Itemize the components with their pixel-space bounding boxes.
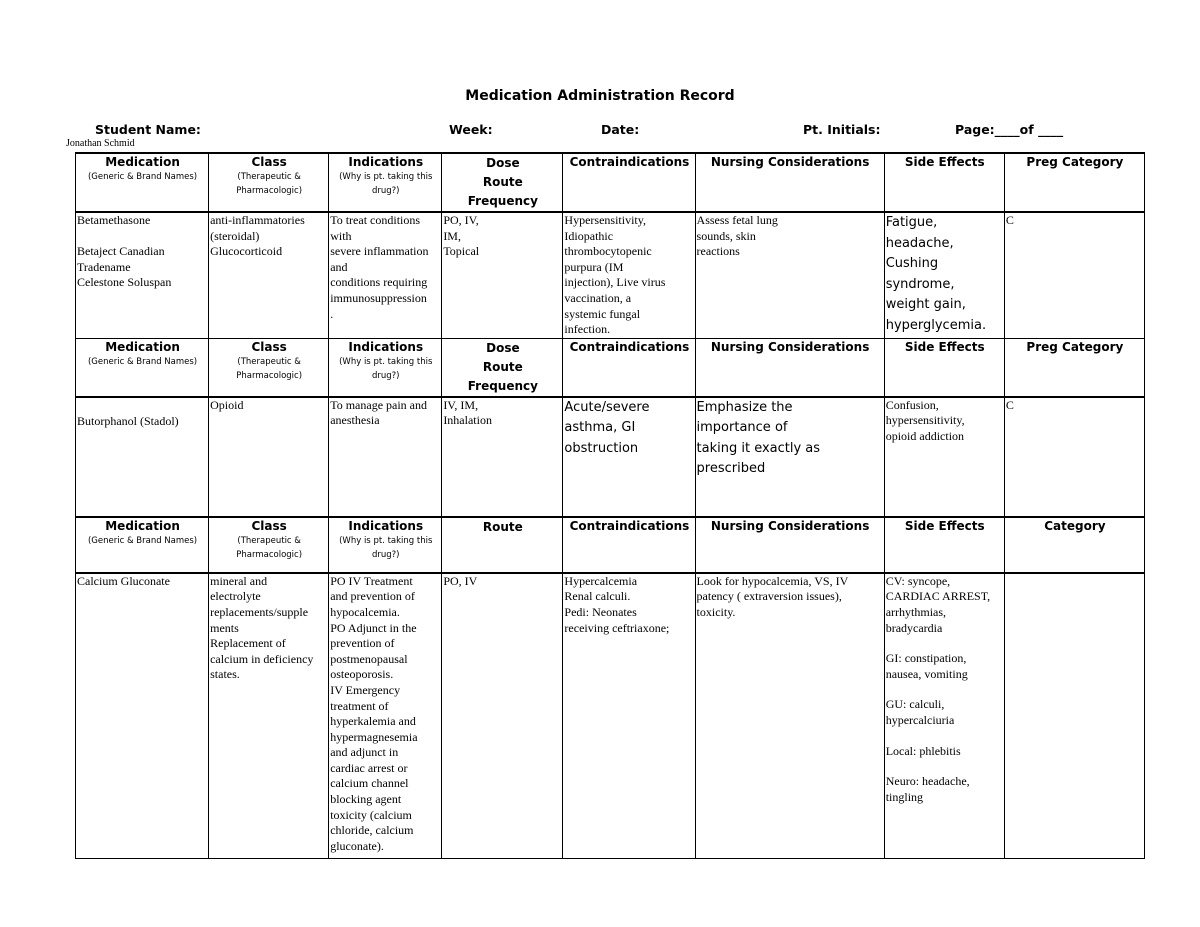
class-header [209, 153, 329, 212]
indications-text: To treat conditions with severe inflammation and conditions requiring immunosuppression . [330, 213, 429, 321]
medication-header-sub: (Generic & Brand Names) [87, 172, 198, 182]
indications-header-sub: (Why is pt. taking this drug?) [339, 535, 433, 560]
route-header-label: Route [482, 519, 523, 534]
side-effects-header-label: Side Effects [904, 339, 985, 354]
spacer [886, 729, 1004, 744]
page-title: Medication Administration Record [465, 88, 735, 104]
class-text: Opioid [210, 397, 244, 412]
contraindications-text: Acute/severe asthma, GI obstruction [564, 399, 650, 456]
table-row [76, 397, 1145, 517]
medication-text: Butorphanol (Stadol) [77, 413, 179, 428]
table-row [76, 573, 1145, 859]
nursing-header [695, 153, 884, 212]
class-header [209, 338, 329, 397]
side-effects-header [884, 517, 1004, 573]
date-label: Date: [601, 122, 640, 137]
medication-cell [76, 212, 209, 338]
class-header-label: Class [251, 339, 287, 354]
dose-text: IV, IM, Inhalation [443, 397, 492, 428]
week-label: Week: [449, 122, 493, 137]
class-text: anti-inflammatories (steroidal) Glucocorticoid [210, 213, 305, 259]
dose-cell [442, 573, 563, 859]
nursing-cell [695, 212, 884, 338]
medication-cell [76, 573, 209, 859]
class-header-sub: (Therapeutic & Pharmacologic) [236, 356, 303, 381]
dose-header-label: Dose [486, 340, 520, 355]
medication-header [76, 153, 209, 212]
section-header-row [76, 153, 1145, 212]
side-effects-cell [884, 212, 1004, 338]
side-effects-header-label: Side Effects [904, 518, 985, 533]
nursing-header-label: Nursing Considerations [710, 155, 870, 169]
side-effects-text: Confusion, hypersensitivity, opioid addiction [885, 397, 965, 443]
student-name-label: Student Name: [95, 122, 201, 137]
contraindications-header [563, 517, 695, 573]
indications-header [329, 517, 442, 573]
class-header [209, 517, 329, 573]
nursing-header [695, 338, 884, 397]
class-header-label: Class [251, 155, 287, 169]
indications-header-sub: (Why is pt. taking this drug?) [339, 356, 433, 381]
contraindications-header [563, 153, 695, 212]
dose-header [442, 338, 563, 397]
medication-header-label: Medication [105, 518, 180, 533]
medication-header [76, 517, 209, 573]
side-effects-gi: GI: constipation, nausea, vomiting [885, 651, 968, 681]
class-text: mineral and electrolyte replacements/supple ments Replacement of calcium in deficiency states. [210, 573, 314, 682]
frequency-header-label: Frequency [467, 378, 538, 393]
table-row [76, 212, 1145, 338]
indications-text: To manage pain and anesthesia [330, 397, 428, 428]
section-header-row [76, 517, 1145, 573]
medication-header-label: Medication [105, 155, 180, 169]
nursing-text: Assess fetal lung sounds, skin reactions [696, 213, 778, 259]
indications-header-label: Indications [348, 155, 424, 169]
medication-text: Calcium Gluconate [77, 573, 170, 588]
nursing-header [695, 517, 884, 573]
class-cell [209, 212, 329, 338]
preg-category-header [1004, 153, 1144, 212]
side-effects-header-label: Side Effects [904, 155, 985, 169]
side-effects-cv: CV: syncope, CARDIAC ARREST, arrhythmias, bradycardia [885, 573, 991, 635]
side-effects-text: Fatigue, headache, Cushing syndrome, weight gain, hyperglycemia. [885, 215, 987, 333]
contraindications-cell [563, 212, 695, 338]
indications-header-label: Indications [348, 518, 424, 533]
page-number-label: Page:____of ____ [955, 122, 1064, 137]
medication-header-label: Medication [105, 339, 180, 354]
initials-label: Pt. Initials: [803, 122, 881, 137]
contraindications-cell [563, 397, 695, 517]
preg-category-text: C [1005, 397, 1014, 412]
nursing-header-label: Nursing Considerations [710, 339, 870, 354]
preg-category-text: C [1005, 213, 1014, 227]
dose-text: PO, IV [443, 573, 478, 588]
preg-category-header-label: Preg Category [1026, 339, 1124, 354]
medication-text: Betamethasone Betaject Canadian Tradename Celestone Soluspan [77, 213, 172, 290]
class-cell [209, 397, 329, 517]
side-effects-header [884, 338, 1004, 397]
medication-cell [76, 397, 209, 517]
side-effects-cell [884, 397, 1004, 517]
medication-record-table [75, 152, 1145, 859]
class-header-sub: (Therapeutic & Pharmacologic) [236, 172, 303, 196]
route-header [442, 517, 563, 573]
side-effects-cell [884, 573, 1004, 859]
spacer [886, 636, 1004, 651]
nursing-header-label: Nursing Considerations [710, 518, 870, 533]
dose-header-label: Dose [486, 156, 520, 170]
class-cell [209, 573, 329, 859]
contraindications-text: Hypersensitivity, Idiopathic thrombocytopenic purpura (IM injection), Live virus vaccination, a systemic fungal infection. [564, 213, 666, 337]
contraindications-header-label: Contraindications [569, 155, 690, 169]
dose-text: PO, IV, IM, Topical [443, 213, 480, 259]
indications-header [329, 153, 442, 212]
nursing-text: Look for hypocalcemia, VS, IV patency ( extraversion issues), toxicity. [696, 573, 849, 619]
contraindications-header-label: Contraindications [569, 518, 690, 533]
class-header-label: Class [251, 518, 287, 533]
contraindications-header [563, 338, 695, 397]
indications-cell [329, 397, 442, 517]
contraindications-cell [563, 573, 695, 859]
preg-category-cell [1004, 397, 1144, 517]
dose-cell [442, 397, 563, 517]
medication-header-sub: (Generic & Brand Names) [87, 535, 198, 546]
nursing-cell [695, 573, 884, 859]
category-cell [1004, 573, 1144, 859]
route-header-label: Route [482, 359, 523, 374]
indications-header-label: Indications [348, 339, 424, 354]
frequency-header-label: Frequency [467, 194, 538, 208]
nursing-cell [695, 397, 884, 517]
dose-header [442, 153, 563, 212]
category-header-label: Category [1044, 518, 1106, 533]
student-name-value: Jonathan Schmid [66, 138, 135, 149]
spacer [886, 759, 1004, 774]
section-header-row [76, 338, 1145, 397]
class-header-sub: (Therapeutic & Pharmacologic) [236, 535, 303, 560]
form-header-line [0, 122, 1200, 140]
spacer [886, 682, 1004, 697]
indications-text: PO IV Treatment and prevention of hypocalcemia. PO Adjunct in the prevention of postmenopausal osteoporosis. IV Emergency treatment of hyperkalemia and hypermagnesemia and adjunct in cardiac arrest or calcium channel blocking agent toxicity (calcium chloride, calcium gluconate). [330, 573, 418, 853]
contraindications-text: Hypercalcemia Renal calculi. Pedi: Neonates receiving ceftriaxone; [564, 573, 670, 635]
indications-header-sub: (Why is pt. taking this drug?) [339, 172, 433, 196]
nursing-text: Emphasize the importance of taking it exactly as prescribed [696, 399, 821, 477]
indications-cell [329, 573, 442, 859]
preg-category-header [1004, 338, 1144, 397]
side-effects-header [884, 153, 1004, 212]
medication-header [76, 338, 209, 397]
indications-cell [329, 212, 442, 338]
preg-category-header-label: Preg Category [1026, 155, 1124, 169]
route-header-label: Route [482, 175, 523, 189]
indications-header [329, 338, 442, 397]
side-effects-local: Local: phlebitis [885, 743, 961, 758]
contraindications-header-label: Contraindications [569, 339, 690, 354]
medication-header-sub: (Generic & Brand Names) [87, 356, 198, 367]
preg-category-cell [1004, 212, 1144, 338]
dose-cell [442, 212, 563, 338]
side-effects-neuro: Neuro: headache, tingling [885, 774, 970, 804]
side-effects-gu: GU: calculi, hypercalciuria [885, 697, 955, 727]
category-header [1004, 517, 1144, 573]
